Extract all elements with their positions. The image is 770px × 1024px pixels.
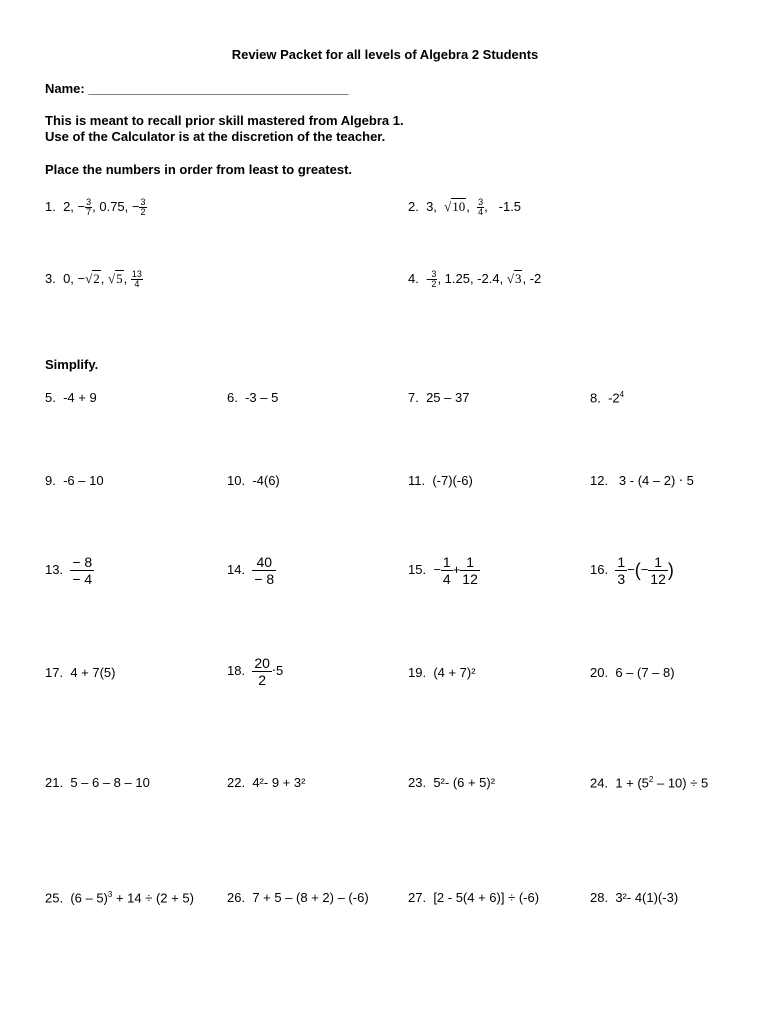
fraction: $\frac{- 8}{- 4}$ — [72, 554, 93, 587]
problem-number: 15. — [408, 561, 427, 577]
problem-number: 10. — [227, 473, 246, 488]
problem-number: 8. — [590, 390, 601, 406]
problem-number: 9. — [45, 473, 56, 488]
problem-number: 6. — [227, 390, 238, 405]
problem-27 — [408, 890, 539, 905]
problem-number: 28. — [590, 890, 609, 905]
problem-text: -4(6) — [252, 473, 280, 488]
problem-number: 5. — [45, 390, 56, 405]
problem-3: 3. 0, −√2, √5, $\frac{13}{4}$ — [45, 269, 142, 289]
problem-number: 12. — [590, 473, 609, 488]
name-line: ____________________________________ — [88, 81, 349, 96]
problem-6 — [227, 390, 278, 405]
exponent: 3 — [107, 890, 113, 899]
problem-text: -2 — [608, 390, 620, 406]
problem-number: 14. — [227, 561, 246, 577]
fraction: $\frac{3}{2}$ — [140, 197, 146, 217]
problem-24: 24. $1 + (5^2 - 10) \div 5$ — [590, 775, 709, 791]
problem-text: [2 - 5(4 + 6)] ÷ (-6) — [433, 890, 540, 905]
problem-8 — [590, 390, 624, 405]
problem-text: 7 + 5 – (8 + 2) – (-6) — [252, 890, 369, 905]
problem-number: 16. — [590, 561, 609, 577]
problem-7 — [408, 390, 469, 405]
fraction: $\frac{3}{4}$ — [478, 197, 484, 217]
problem-text: , 0.75, − — [92, 198, 140, 214]
problem-text: -6 – 10 — [63, 473, 104, 488]
problem-9 — [45, 473, 104, 488]
problem-22 — [227, 775, 305, 790]
problem-text: 4²- 9 + 3² — [252, 775, 306, 790]
problem-number: 4. — [408, 270, 419, 286]
problem-text: (-7)(-6) — [432, 473, 473, 488]
problem-text: 3²- 4(1)(-3) — [615, 890, 679, 905]
problem-number: 23. — [408, 775, 427, 790]
problem-number: 2. — [408, 198, 419, 214]
problem-number: 24. — [590, 775, 609, 791]
problem-text: 3, — [426, 198, 437, 214]
problem-text: 4 + 7(5) — [70, 665, 116, 680]
problem-10 — [227, 473, 280, 488]
problem-11 — [408, 473, 473, 488]
problem-text: 5²- (6 + 5)² — [433, 775, 496, 790]
problem-text: , 1.25, -2.4, — [437, 270, 504, 286]
problem-text: 0, − — [63, 270, 86, 286]
page-title: Review Packet for all levels of Algebra 2 Students — [231, 47, 539, 62]
problem-text: (4 + 7)² — [433, 665, 476, 680]
problem-number: 7. — [408, 390, 419, 405]
problem-16: 16. $\frac{1}{3}$ −(− $\frac{1}{12}$ ) — [590, 554, 674, 587]
section-heading-order: Place the numbers in order from least to greatest. — [45, 162, 353, 177]
square-root: √5 — [108, 270, 123, 286]
problem-21 — [45, 775, 150, 790]
fraction: $\frac{20}{2}$ — [254, 655, 270, 688]
problem-5 — [45, 390, 97, 405]
intro-line-2: Use of the Calculator is at the discretion of the teacher. — [45, 129, 386, 144]
problem-number: 18. — [227, 662, 246, 678]
problem-2: 2. 3, √10, $\frac{3}{4}$ , -1.5 — [408, 197, 522, 217]
problem-28 — [590, 890, 678, 905]
problem-23 — [408, 775, 495, 790]
problem-1 — [45, 198, 147, 217]
problem-text: (6 – 5) — [70, 890, 108, 906]
name-field[interactable] — [45, 81, 349, 96]
problem-text: -3 – 5 — [245, 390, 279, 405]
problem-12 — [590, 473, 694, 489]
problem-text: -1.5 — [498, 198, 522, 214]
fraction: $\frac{1}{12}$ — [650, 554, 666, 587]
problem-text: 5 – 6 – 8 – 10 — [70, 775, 150, 790]
problem-17 — [45, 665, 115, 680]
problem-number: 1. — [45, 198, 56, 214]
problem-text: -4 + 9 — [63, 390, 97, 405]
problem-13 — [45, 555, 94, 586]
fraction: $\frac{1}{4}$ — [442, 554, 451, 587]
fraction: $\frac{13}{4}$ — [131, 269, 142, 289]
problem-15: 15. − $\frac{1}{4}$ + $\frac{1}{12}$ — [408, 554, 478, 587]
problem-text: 25 – 37 — [426, 390, 470, 405]
problem-18: 18. $\frac{20}{2}$ ⋅5 — [227, 655, 284, 688]
problem-text: 2, − — [63, 198, 86, 214]
problem-number: 27. — [408, 890, 427, 905]
fraction: $\frac{1}{12}$ — [462, 554, 478, 587]
problem-19 — [408, 665, 476, 680]
square-root: √10 — [444, 198, 466, 214]
problem-number: 22. — [227, 775, 246, 790]
problem-25: 25. (6 – 5)$^3$ + 14 ÷ (2 + 5) — [45, 890, 194, 906]
problem-number: 3. — [45, 270, 56, 286]
problem-text: 1 + (5 — [615, 775, 649, 791]
fraction: $\frac{40}{- 8}$ — [254, 554, 275, 587]
problem-text: 3 - (4 – 2) ⋅ 5 — [618, 473, 694, 488]
fraction: $\frac{1}{3}$ — [617, 554, 626, 587]
fraction: $\frac{3}{7}$ — [86, 197, 92, 217]
square-root: √2 — [85, 270, 100, 286]
intro-line-1: This is meant to recall prior skill mastered from Algebra 1. — [45, 113, 404, 128]
problem-number: 11. — [408, 473, 426, 488]
problem-number: 17. — [45, 665, 64, 680]
section-heading-simplify: Simplify. — [45, 357, 99, 372]
problem-26 — [227, 890, 369, 905]
fraction: $\frac{3}{2}$ — [431, 269, 437, 289]
problem-number: 19. — [408, 665, 427, 680]
problem-number: 26. — [227, 890, 246, 905]
problem-number: 25. — [45, 890, 64, 906]
problem-number: 20. — [590, 665, 609, 680]
problem-4: 4. - $\frac{3}{2}$ , 1.25, -2.4, √3, -2 — [408, 269, 542, 289]
square-root: √3 — [506, 270, 522, 286]
problem-20 — [590, 665, 675, 680]
problem-text: 6 – (7 – 8) — [615, 665, 675, 680]
problem-number: 13. — [45, 561, 64, 577]
problem-14 — [227, 555, 276, 586]
problem-number: 21. — [45, 775, 64, 790]
exponent: 4 — [619, 390, 625, 399]
name-label: Name: — [45, 81, 85, 96]
exponent: 2 — [648, 775, 654, 784]
